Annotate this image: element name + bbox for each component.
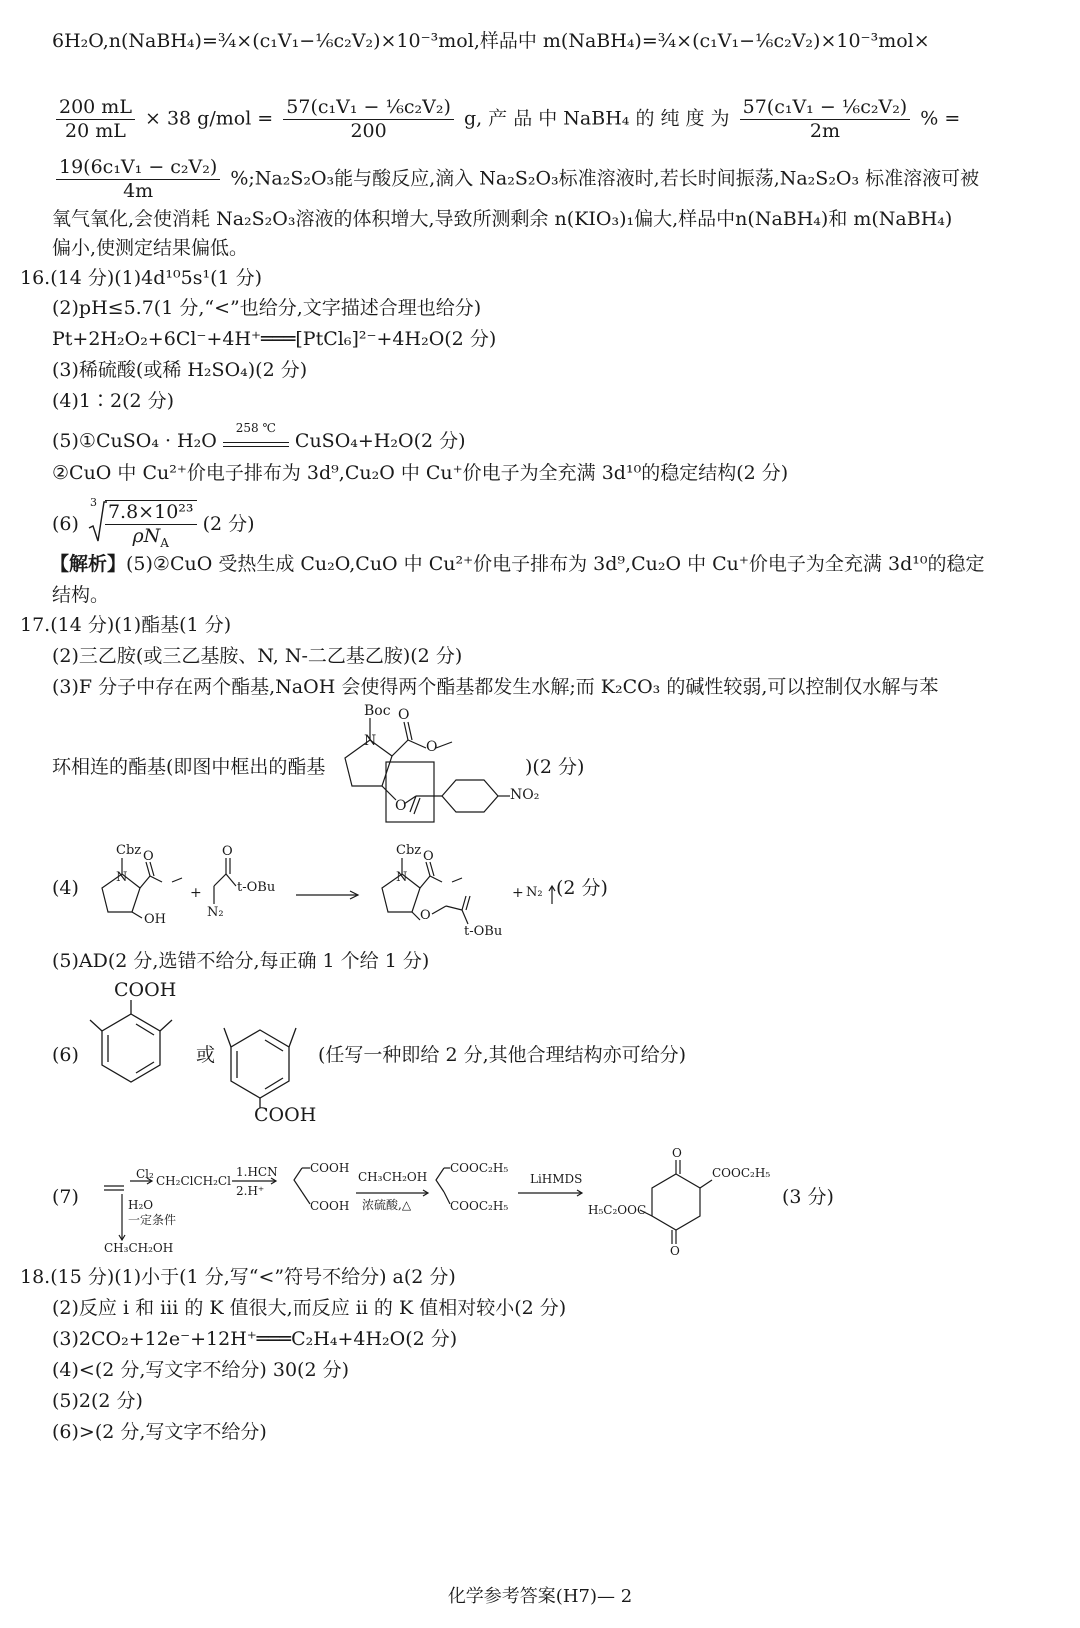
q17-header: 17.(14 分)(1)酯基(1 分) bbox=[20, 614, 232, 636]
q16-5-1: (5)①CuSO₄ · H₂O 258 ℃ CuSO₄+H₂O(2 分) bbox=[52, 420, 466, 452]
q18-4: (4)<(2 分,写文字不给分) 30(2 分) bbox=[52, 1359, 349, 1381]
fraction-mass: $\frac{\text{57(c₁V₁ − ⅙c₂V₂)}}{200}$ bbox=[283, 96, 454, 143]
line-2: $\frac{200 mL}{20 mL}$ × 38 g/mol = $\frac{\text{57(c₁V₁ − ⅙c₂V₂)}}{200}$ g, 产 品 中 NaBH₄ 的 纯 度 为 $\frac{\text{57(c₁V₁ − ⅙c₂V₂)}}{2m}$ % = bbox=[52, 96, 960, 143]
q17-4-label: (4) bbox=[52, 877, 79, 899]
q18-2: (2)反应 ⅰ 和 ⅲ 的 K 值很大,而反应 ⅱ 的 K 值相对较小(2 分) bbox=[52, 1297, 567, 1319]
fraction-purity: $\frac{\text{57(c₁V₁ − ⅙c₂V₂)}}{2m}$ bbox=[740, 96, 911, 143]
q17-3: (3)F 分子中存在两个酯基,NaOH 会使得两个酯基都发生水解;而 K₂CO₃ 的碱性较弱,可以控制仅水解与苯 bbox=[52, 676, 939, 698]
q16-3: (3)稀硫酸(或稀 H₂SO₄)(2 分) bbox=[52, 359, 308, 381]
q16-4: (4)1∶2(2 分) bbox=[52, 390, 175, 412]
q17-7-label: (7) bbox=[52, 1186, 79, 1208]
q16-5-2: ②CuO 中 Cu²⁺价电子排布为 3d⁹,Cu₂O 中 Cu⁺价电子为全充满 3d¹⁰的稳定结构(2 分) bbox=[52, 462, 789, 484]
q17-2: (2)三乙胺(或三乙基胺、N, N-二乙基乙胺)(2 分) bbox=[52, 645, 463, 667]
analysis-line: 【解析】(5)②CuO 受热生成 Cu₂O,CuO 中 Cu²⁺价电子排布为 3d⁹,Cu₂O 中 Cu⁺价电子为全充满 3d¹⁰的稳定 bbox=[50, 553, 985, 575]
q18-6: (6)>(2 分,写文字不给分) bbox=[52, 1421, 267, 1443]
q17-3-cont: 环相连的酯基(即图中框出的酯基 bbox=[52, 756, 326, 778]
q16-6: (6) 3 7.8×10²³ $\rho N_A$ (2 分) bbox=[52, 496, 255, 550]
q17-4-score: (2 分) bbox=[556, 877, 608, 899]
cube-root-expression: 3 7.8×10²³ $\rho N_A$ bbox=[87, 500, 197, 550]
line-4: 氧气氧化,会使消耗 Na₂S₂O₃溶液的体积增大,导致所测剩余 n(KIO₃)₁偏大,样品中n(NaBH₄)和 m(NaBH₄) bbox=[52, 208, 953, 230]
q18-3: (3)2CO₂+12e⁻+12H⁺═══C₂H₄+4H₂O(2 分) bbox=[52, 1328, 458, 1350]
q18-5: (5)2(2 分) bbox=[52, 1390, 143, 1412]
q16-header: 16.(14 分)(1)4d¹⁰5s¹(1 分) bbox=[20, 267, 263, 289]
line-3: $\frac{\text{19(6c₁V₁ − c₂V₂)}}{4m}$ %;Na₂S₂O₃能与酸反应,滴入 Na₂S₂O₃标准溶液时,若长时间振荡,Na₂S₂O₃ 标准溶液可被 bbox=[52, 156, 979, 203]
q17-7-score: (3 分) bbox=[782, 1186, 834, 1208]
line-1: 6H₂O,n(NaBH₄)=¾×(c₁V₁−⅙c₂V₂)×10⁻³mol,样品中 m(NaBH₄)=¾×(c₁V₁−⅙c₂V₂)×10⁻³mol× bbox=[52, 30, 930, 52]
fraction-final: $\frac{\text{19(6c₁V₁ − c₂V₂)}}{4m}$ bbox=[56, 156, 220, 203]
line-5: 偏小,使测定结果偏低。 bbox=[52, 237, 249, 259]
answer-page: 6H₂O,n(NaBH₄)=¾×(c₁V₁−⅙c₂V₂)×10⁻³mol,样品中 m(NaBH₄)=¾×(c₁V₁−⅙c₂V₂)×10⁻³mol× $\frac{200 mL}{20 mL}$ × 38 g/mol = $\frac{\text{57(c₁V₁ − ⅙c₂V₂)}}{200}$ g, 产 品 中 NaBH₄ 的 纯 度 为 $\frac{\text{57(c₁V₁ − ⅙c₂V₂)}}{2m}$ % = $\frac{\text{19(6c₁V₁ − c₂V₂)}}{4m}$ %;Na₂S₂O₃能与酸反应,滴入 Na₂S₂O₃标准溶液时,若长时间振荡,Na₂S₂O₃ 标准溶液可被 氧气氧化,会使消耗 Na₂S₂O₃溶液的体积增大,导致所测剩余 n(KIO₃)₁偏大,样品中n(NaBH₄)和 m(NaBH₄) 偏小,使测定结果偏低。 16.(14 分)(1)4d¹⁰5s¹(1 分) (2)pH≤5.7(1 分,“<”也给分,文字描述合理也给分) Pt+2H₂O₂+6Cl⁻+4H⁺═══[PtCl₆]²⁻+4H₂O(2 分) (3)稀硫酸(或稀 H₂SO₄)(2 分) (4)1∶2(2 分) (5)①CuSO₄ · H₂O 258 ℃ CuSO₄+H₂O(2 分) ②CuO 中 Cu²⁺价电子排布为 3d⁹,Cu₂O 中 Cu⁺价电子为全充满 3d¹⁰的稳定结构(2 分) (6) 3 7.8×10²³ $\rho N_A$ (2 分) 【解析】(5)②CuO 受热生成 Cu₂O,CuO 中 Cu²⁺价电子排布为 3d⁹,Cu₂O 中 Cu⁺价电子为全充满 3d¹⁰的稳定 结构。 17.(14 分)(1)酯基(1 分) (2)三乙胺(或三乙基胺、N, N-二乙基乙胺)(2 分) (3)F 分子中存在两个酯基,NaOH 会使得两个酯基都发生水解;而 K₂CO₃ 的碱性较弱,可以控制仅水解与苯 环相连的酯基(即图中框出的酯基 )(2 分) Boc N O O O NO₂ (4) Cbz N O OH + O t-OBu N₂ Cbz N O O t-OBu + N₂ (2 分) (5)AD(2 分,选错不给分,每正确 1 个给 1 分) (6) COOH 或 COOH (任写一种即给 2 分,其他合理结构亦可给分) (7) Cl₂ CH₂ClCH₂Cl 1.HCN 2.H⁺ COOH COOH CH₃CH₂OH 浓硫酸,△ COOC₂H₅ COOC₂H₅ LiHMDS O O COOC₂H₅ H₅C₂OOC H₂O 一定条件 CH₃CH₂OH (3 分) 18.(15 分)(1)小于(1 分,写“<”符号不给分) a(2 分) (2)反应 ⅰ 和 ⅲ 的 K 值很大,而反应 ⅱ 的 K 值相对较小(2 分) (3)2CO₂+12e⁻+12H⁺═══C₂H₄+4H₂O(2 分) (4)<(2 分,写文字不给分) 30(2 分) (5)2(2 分) (6)>(2 分,写文字不给分) 化学参考答案(H7)— 2 bbox=[0, 0, 1080, 1628]
q16-2-equation: Pt+2H₂O₂+6Cl⁻+4H⁺═══[PtCl₆]²⁻+4H₂O(2 分) bbox=[52, 328, 497, 350]
reaction-condition: 258 ℃ bbox=[235, 420, 276, 435]
fraction-volume: $\frac{200 mL}{20 mL}$ bbox=[56, 96, 135, 143]
q18-header: 18.(15 分)(1)小于(1 分,写“<”符号不给分) a(2 分) bbox=[20, 1266, 456, 1288]
page-footer: 化学参考答案(H7)— 2 bbox=[447, 1586, 633, 1607]
analysis-line-2: 结构。 bbox=[52, 584, 110, 606]
q16-2: (2)pH≤5.7(1 分,“<”也给分,文字描述合理也给分) bbox=[52, 297, 482, 319]
q17-5: (5)AD(2 分,选错不给分,每正确 1 个给 1 分) bbox=[52, 950, 430, 972]
q17-6-label: (6) bbox=[52, 1044, 79, 1066]
q17-6-note: (任写一种即给 2 分,其他合理结构亦可给分) bbox=[318, 1044, 687, 1066]
q17-3-score: )(2 分) bbox=[525, 756, 585, 778]
